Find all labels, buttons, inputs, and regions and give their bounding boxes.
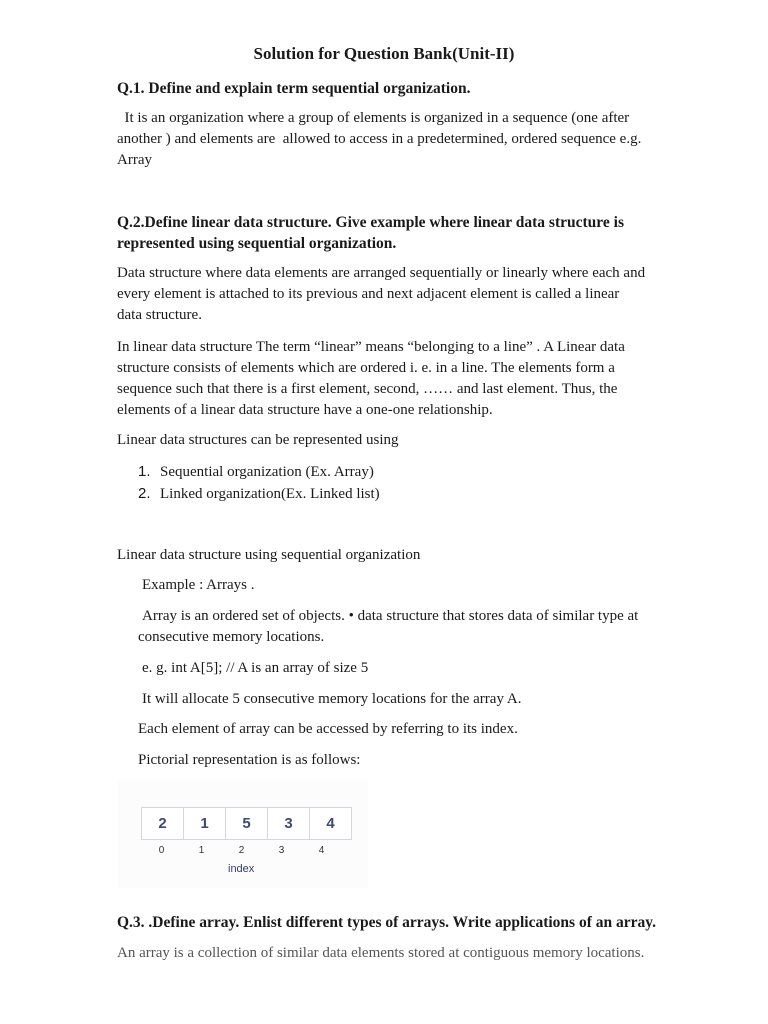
list-number: 1. bbox=[138, 463, 151, 480]
question-2-line-2: represented using sequential organization. bbox=[117, 235, 397, 252]
q2-para2-line-1: In linear data structure The term “linear” means “belonging to a line” . A Linear data bbox=[117, 339, 625, 355]
q2-para1-line-1: Data structure where data elements are arranged sequentially or linearly where each and bbox=[117, 265, 646, 281]
array-cell: 4 bbox=[309, 807, 352, 840]
list-item bbox=[138, 483, 380, 505]
question-2-line-1: Q.2.Define linear data structure. Give example where linear data structure is bbox=[117, 214, 624, 231]
answer-1-line-3: Array bbox=[117, 152, 152, 168]
eg-line: e. g. int A[5]; // A is an array of size 5 bbox=[142, 660, 369, 676]
index-label: index bbox=[228, 863, 255, 875]
pictorial-line: Pictorial representation is as follows: bbox=[138, 752, 361, 768]
example-line: Example : Arrays . bbox=[142, 577, 255, 593]
q2-para1-line-2: every element is attached to its previous and next adjacent element is called a linear bbox=[117, 286, 620, 302]
array-indices bbox=[142, 845, 342, 856]
q2-para3: Linear data structures can be represented using bbox=[117, 432, 399, 448]
q2-para1-line-3: data structure. bbox=[117, 307, 202, 323]
array-cell: 3 bbox=[267, 807, 310, 840]
array-figure bbox=[118, 780, 368, 888]
array-index: 2 bbox=[238, 845, 245, 856]
array-cell: 5 bbox=[225, 807, 268, 840]
array-index: 3 bbox=[278, 845, 285, 856]
list-text: Sequential organization (Ex. Array) bbox=[160, 464, 374, 480]
array-cell: 1 bbox=[183, 807, 226, 840]
q2-para4: Linear data structure using sequential organization bbox=[117, 547, 421, 563]
page-title: Solution for Question Bank(Unit-II) bbox=[253, 44, 515, 63]
array-def-line-2: consecutive memory locations. bbox=[138, 629, 325, 645]
array-index: 1 bbox=[198, 845, 205, 856]
allocate-line: It will allocate 5 consecutive memory locations for the array A. bbox=[142, 691, 522, 707]
access-line: Each element of array can be accessed by referring to its index. bbox=[138, 721, 518, 737]
answer-3: An array is a collection of similar data elements stored at contiguous memory locations. bbox=[117, 945, 645, 961]
list-text: Linked organization(Ex. Linked list) bbox=[160, 486, 380, 502]
array-def-line-1: Array is an ordered set of objects. • data structure that stores data of similar type at bbox=[142, 608, 639, 624]
q2-para2-line-2: structure consists of elements which are ordered i. e. in a line. The elements form a bbox=[117, 360, 615, 376]
array-cells bbox=[142, 807, 352, 840]
answer-1-line-2: another ) and elements are allowed to access in a predetermined, ordered sequence e.g. bbox=[117, 131, 642, 147]
question-1: Q.1. Define and explain term sequential organization. bbox=[117, 80, 471, 97]
array-index: 4 bbox=[318, 845, 325, 856]
array-index: 0 bbox=[158, 845, 165, 856]
q2-para2-line-4: elements of a linear data structure have a one-one relationship. bbox=[117, 402, 493, 418]
list-number: 2. bbox=[138, 485, 151, 502]
question-3: Q.3. .Define array. Enlist different types of arrays. Write applications of an array. bbox=[117, 914, 657, 931]
array-cell: 2 bbox=[141, 807, 184, 840]
list-item bbox=[138, 461, 374, 483]
q2-para2-line-3: sequence such that there is a first element, second, …… and last element. Thus, the bbox=[117, 381, 618, 397]
answer-1-line-1: It is an organization where a group of elements is organized in a sequence (one after bbox=[117, 110, 630, 126]
